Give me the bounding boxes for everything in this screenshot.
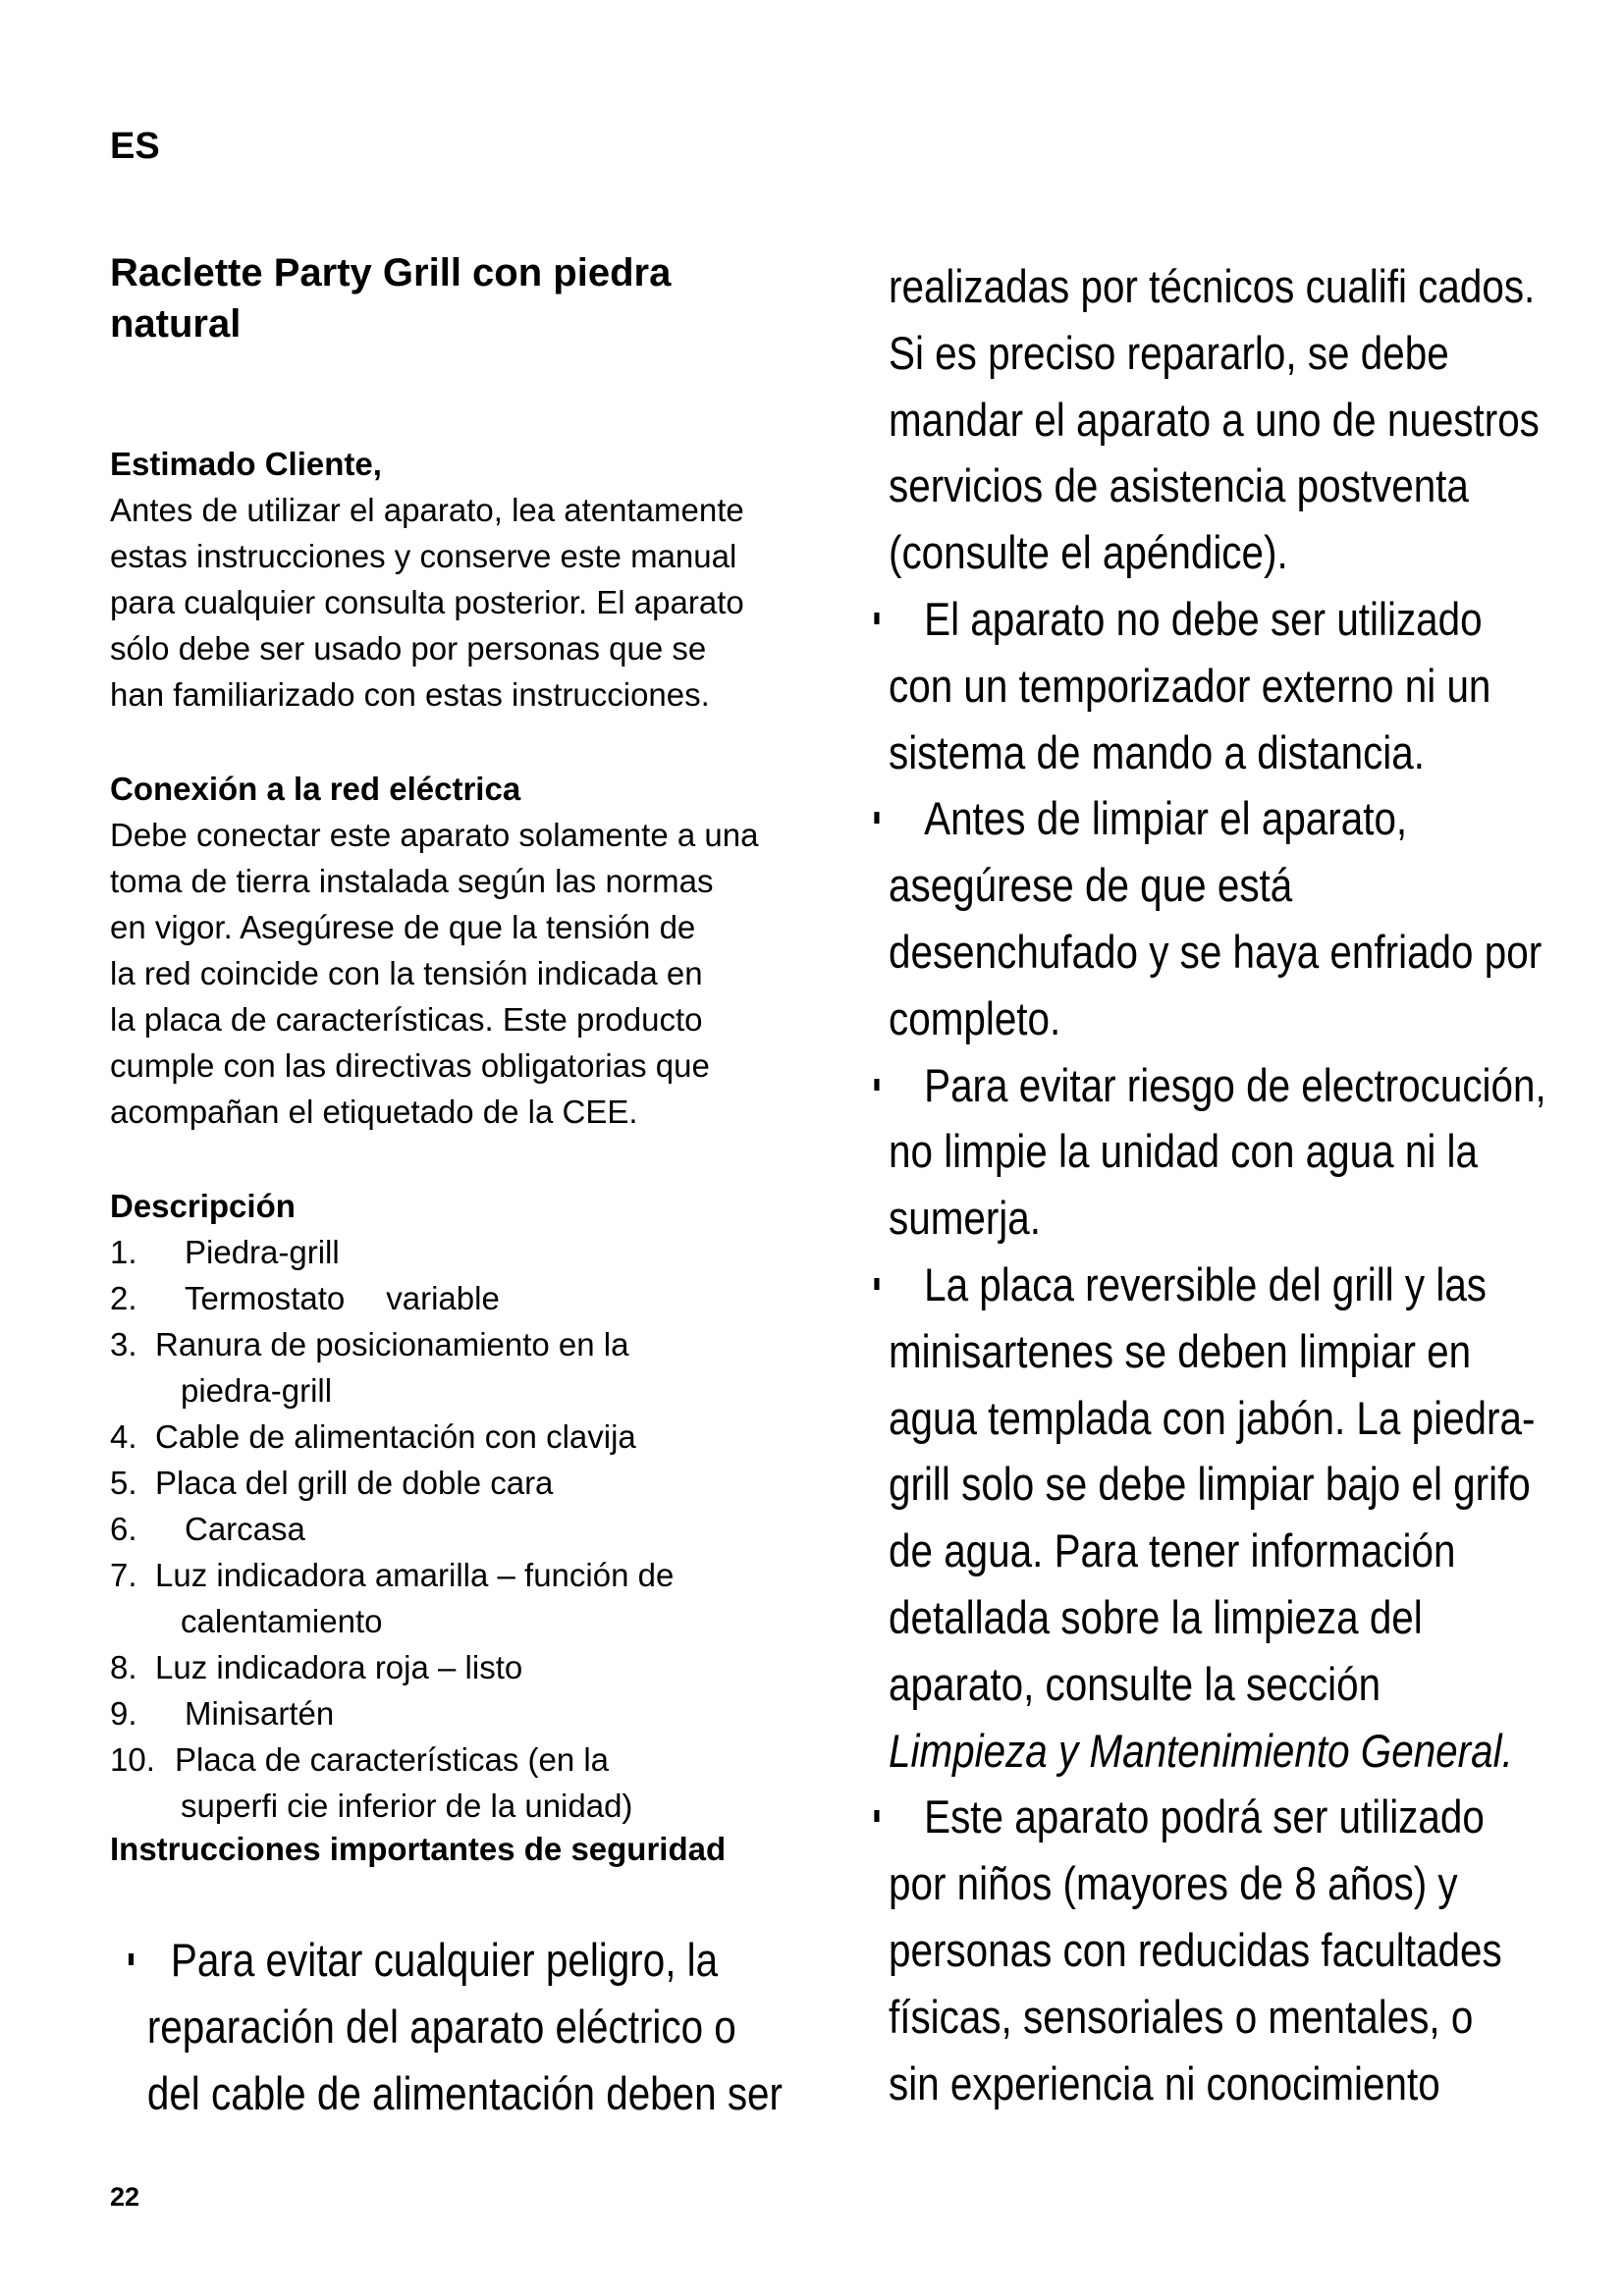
- language-code: ES: [110, 126, 160, 167]
- safety-bullet: Antes de limpiar el aparato, asegúrese de que está desenchufado y se haya enfriado por completo.: [889, 785, 1546, 1051]
- list-item: 2. Termostato variable: [110, 1280, 500, 1316]
- list-item: 9. Minisartén: [110, 1695, 335, 1732]
- page-title: Raclette Party Grill con piedra natural: [110, 251, 672, 346]
- bullet-icon: [874, 1079, 879, 1091]
- intro-section: [110, 442, 744, 718]
- safety-bullet: El aparato no debe ser utilizado con un temporizador externo ni un sistema de mando a distancia.: [889, 586, 1546, 785]
- safety-bullet: Para evitar riesgo de electrocución, no limpie la unidad con agua ni la sumerja.: [889, 1052, 1546, 1252]
- list-item: 4. Cable de alimentación con clavija: [110, 1418, 636, 1455]
- connection-heading: Conexión a la red eléctrica: [110, 771, 521, 807]
- safety-heading-block: [110, 1827, 726, 1872]
- list-item: 6. Carcasa: [110, 1511, 305, 1547]
- safety-bullet: La placa reversible del grill y las minisartenes se deben limpiar en agua templada con jabón. La piedra- grill solo se debe limpiar bajo el grifo de agua. Para tener información detallada sobre la limpieza del aparato, consulte la sección Limpieza y Mantenimiento General.: [889, 1252, 1546, 1784]
- safety-right-column: realizadas por técnicos cualifi cados. Si es preciso repararlo, se debe mandar el aparato a uno de nuestros servicios de asistencia postventa (consulte el apéndice). El aparato no debe ser utilizado con un temporizador externo ni un sistema de mando a distancia. Antes de limpiar el aparato, asegúrese de que está desenchufado y se haya enfriado por completo. Para evitar riesgo de electrocución, no limpie la unidad con agua ni la sumerja. La placa reversible del grill y las minisartenes se deben limpiar en agua templada con jabón. La piedra- grill solo se debe limpiar bajo el grifo de agua. Para tener información detallada sobre la limpieza del aparato, consulte la sección Limpieza y Mantenimiento General. Este aparato podrá ser utilizado por niños (mayores de 8 años) y personas con reducidas facultades físicas, sensoriales o mentales, o sin experiencia ni conocimiento: [889, 253, 1624, 2116]
- list-item: 7. Luz indicadora amarilla – función de calentamiento: [110, 1557, 675, 1639]
- intro-text: Antes de utilizar el aparato, lea atentamente estas instrucciones y conserve este manual para cualquier consulta posterior. El aparato sólo debe ser usado por personas que se han familiarizado con estas instrucciones.: [110, 492, 744, 713]
- bullet-icon: [874, 613, 879, 624]
- bullet-icon: [874, 1278, 879, 1290]
- list-item: 3. Ranura de posicionamiento en la piedra-grill: [110, 1326, 629, 1409]
- connection-text: Debe conectar este aparato solamente a una toma de tierra instalada según las normas en vigor. Asegúrese de que la tensión de la red coincide con la tensión indicada en la placa de características. Este producto cumple con las directivas obligatorias que acompañan el etiquetado de la CEE.: [110, 817, 759, 1130]
- description-heading: Descripción: [110, 1188, 296, 1224]
- list-item: 8. Luz indicadora roja – listo: [110, 1649, 523, 1685]
- description-section: [110, 1184, 674, 1829]
- intro-heading: Estimado Cliente,: [110, 446, 382, 482]
- list-item: 5. Placa del grill de doble cara: [110, 1465, 554, 1501]
- safety-bullet: Este aparato podrá ser utilizado por niños (mayores de 8 años) y personas con reducidas facultades físicas, sensoriales o mentales, o sin experiencia ni conocimiento: [889, 1784, 1546, 2116]
- list-item: 10. Placa de características (en la superfi cie inferior de la unidad): [110, 1741, 633, 1824]
- section-reference: Limpieza y Mantenimiento General.: [889, 1724, 1513, 1777]
- list-item: 1. Piedra-grill: [110, 1234, 340, 1270]
- bullet-icon: [874, 812, 879, 824]
- safety-bullet: Para evitar cualquier peligro, la reparación del aparato eléctrico o del cable de alimentación deben ser: [110, 1927, 783, 2126]
- safety-heading: Instrucciones importantes de seguridad: [110, 1831, 727, 1867]
- bullet-icon: [874, 1810, 879, 1822]
- connection-section: [110, 767, 758, 1135]
- safety-left-column: [110, 1927, 893, 2126]
- bullet-icon: [129, 1953, 134, 1965]
- page-number: 22: [110, 2182, 140, 2212]
- description-list: [110, 1229, 674, 1829]
